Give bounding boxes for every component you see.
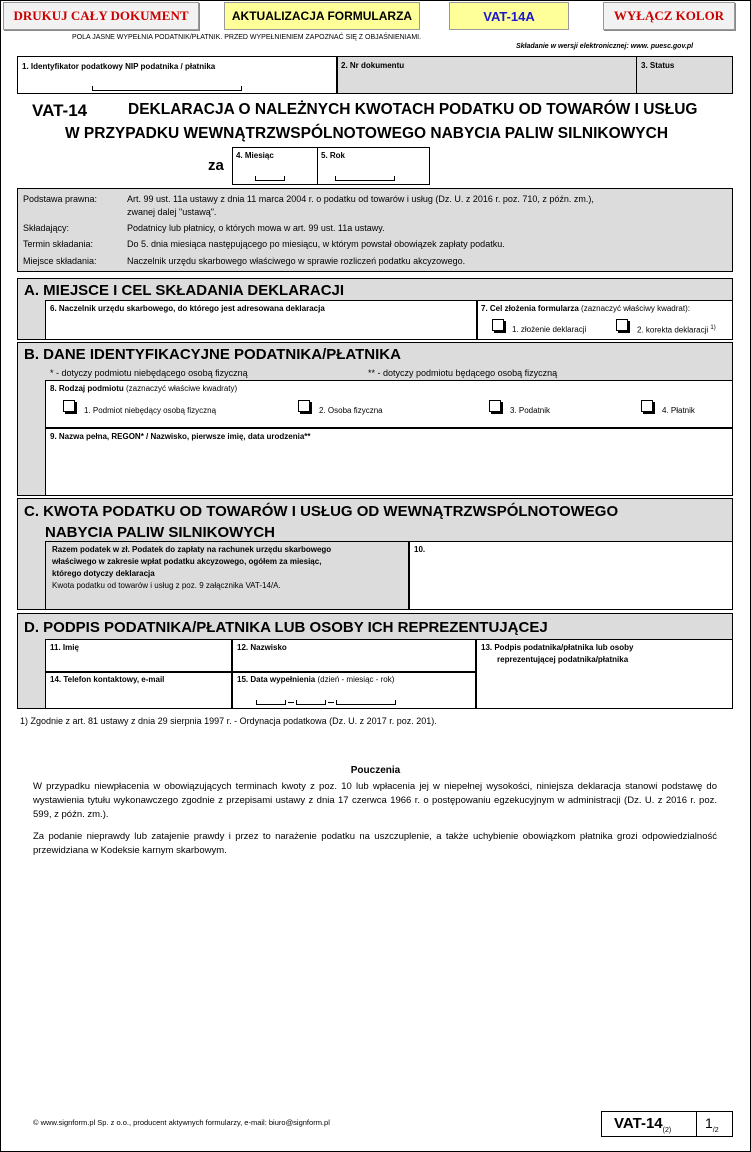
natural-person-checkbox[interactable]	[298, 400, 310, 412]
deadline-text: Do 5. dnia miesiąca następującego po miesiącu, w którym powstał obowiązek zapłaty podatku.	[127, 239, 505, 249]
tax-desc-2: właściwego w zakresie wpłat podatku akcyzowego, ogółem za miesiąc,	[52, 557, 322, 566]
year-ticks	[335, 176, 395, 181]
signature-label-1: 13. Podpis podatnika/płatnika lub osoby	[481, 643, 634, 652]
fill-date-label: 15. Data wypełnienia (dzień - miesiąc - rok)	[237, 675, 395, 684]
tax-desc-4: Kwota podatku od towarów i usług z poz. 9 załącznika VAT-14/A.	[52, 581, 281, 590]
deadline-label: Termin składania:	[23, 239, 94, 249]
basis-text-1: Art. 99 ust. 11a ustawy z dnia 11 marca 2004 r. o podatku od towarów i usług (Dz. U. z 2016 r. poz. 710, z późn. zm.),	[127, 194, 594, 204]
full-name-label: 9. Nazwa pełna, REGON* / Nazwisko, pierwsze imię, data urodzenia**	[50, 432, 311, 441]
non-natural-person-checkbox[interactable]	[63, 400, 75, 412]
form-title-line2: W PRZYPADKU WEWNĄTRZWSPÓLNOTOWEGO NABYCIA PALIW SILNIKOWYCH	[65, 125, 669, 142]
year-label: 5. Rok	[321, 151, 346, 160]
date-separator	[288, 702, 294, 703]
date-year-ticks	[336, 700, 396, 705]
tax-amount-field[interactable]	[409, 541, 733, 610]
submission-checkbox[interactable]	[492, 319, 504, 331]
correction-checkbox[interactable]	[616, 319, 628, 331]
date-month-ticks	[296, 700, 326, 705]
natural-person-label: 2. Osoba fizyczna	[319, 406, 383, 415]
form-code-button[interactable]: VAT-14A	[449, 2, 569, 30]
tax-amount-label: 10.	[414, 545, 426, 554]
place-label: Miejsce składania:	[23, 256, 97, 266]
taxpayer-checkbox[interactable]	[489, 400, 501, 412]
filer-label: Składający:	[23, 223, 70, 233]
last-name-label: 12. Nazwisko	[237, 643, 287, 652]
footer-divider	[696, 1111, 697, 1137]
tax-office-label: 6. Naczelnik urzędu skarbowego, do którego jest adresowana deklaracja	[50, 304, 325, 313]
tax-desc-1: Razem podatek w zł. Podatek do zapłaty na rachunek urzędu skarbowego	[52, 545, 332, 554]
payer-label: 4. Płatnik	[662, 406, 695, 415]
instructions-paragraph-2: Za podanie nieprawdy lub zatajenie prawdy i przez to narażenie podatku na uszczuplenie, a także uchybienie obowiązkom płatnika grozi odpowiedzialność przewidziana w Kodeksie karnym skarbowym.	[33, 831, 717, 856]
print-document-button[interactable]: DRUKUJ CAŁY DOKUMENT	[3, 2, 199, 30]
color-off-button[interactable]: WYŁĄCZ KOLOR	[603, 2, 735, 30]
producer-note: © www.signform.pl Sp. z o.o., producent aktywnych formularzy, e-mail: biuro@signform.pl	[33, 1118, 330, 1127]
form-title-line1: DEKLARACJA O NALEŻNYCH KWOTACH PODATKU OD TOWARÓW I USŁUG	[128, 101, 698, 118]
footer-page-number: $1_{/2}$	[705, 1115, 719, 1134]
basis-text-2: zwanej dalej "ustawą".	[127, 207, 217, 217]
payer-checkbox[interactable]	[641, 400, 653, 412]
section-c-title-1: C. KWOTA PODATKU OD TOWARÓW I USŁUG OD WEWNĄTRZWSPÓLNOTOWEGO	[24, 503, 619, 520]
non-natural-person-label: 1. Podmiot niebędący osobą fizyczną	[84, 406, 217, 415]
month-label: 4. Miesiąc	[236, 151, 274, 160]
month-ticks	[255, 176, 285, 181]
signature-label-2: reprezentującej podatnika/płatnika	[497, 655, 629, 664]
correction-option-label: 2. korekta deklaracji $^{1)}$	[637, 325, 716, 335]
tax-desc-3: którego dotyczy deklaracja	[52, 569, 155, 578]
basis-label: Podstawa prawna:	[23, 194, 98, 204]
legal-person-note: * - dotyczy podmiotu niebędącego osobą fizyczną	[50, 368, 248, 378]
taxpayer-label: 3. Podatnik	[510, 406, 551, 415]
section-c-title-2: NABYCIA PALIW SILNIKOWYCH	[45, 524, 275, 541]
za-label: za	[208, 157, 224, 174]
date-day-ticks	[256, 700, 286, 705]
first-name-label: 11. Imię	[50, 643, 79, 652]
section-d-title: D. PODPIS PODATNIKA/PŁATNIKA LUB OSOBY ICH REPREZENTUJĄCEJ	[24, 619, 548, 636]
section-a-title: A. MIEJSCE I CEL SKŁADANIA DEKLARACJI	[24, 282, 345, 299]
instructions-paragraph-1: W przypadku niewpłacenia w obowiązujących terminach kwoty z poz. 10 lub wpłacenia jej w niepełnej wysokości, niniejsza deklaracja stanowi podstawę do wystawienia tytułu wykonawczego zgodnie z przepisami ustawy z dnia 17 czerwca 1966 r. o postępowaniu egzekucyjnym w administracji (Dz. U. z 2016 r. poz. 599, z późn. zm.).	[33, 781, 717, 820]
electronic-filing-note: Składanie w wersji elektronicznej: www. puesc.gov.pl	[516, 43, 694, 50]
footnote: 1) Zgodnie z art. 81 ustawy z dnia 29 sierpnia 1997 r. - Ordynacja podatkowa (Dz. U. z 2017 r. poz. 201).	[20, 716, 437, 726]
instructions-title: Pouczenia	[350, 765, 401, 776]
contact-label: 14. Telefon kontaktowy, e-mail	[50, 675, 165, 684]
submission-option-label: 1. złożenie deklaracji	[512, 325, 587, 334]
date-separator	[328, 702, 334, 703]
nip-digit-ticks	[92, 86, 242, 91]
document-number-label: 2. Nr dokumentu	[341, 61, 405, 70]
footer-form-code: VAT-$14_{(2)}$	[614, 1115, 672, 1134]
update-form-button[interactable]: AKTUALIZACJA FORMULARZA	[224, 2, 420, 30]
status-label: 3. Status	[641, 61, 675, 70]
natural-person-note: ** - dotyczy podmiotu będącego osobą fizyczną	[368, 368, 558, 378]
nip-label: 1. Identyfikator podatkowy NIP podatnika / płatnika	[22, 62, 216, 71]
place-text: Naczelnik urzędu skarbowego właściwego w sprawie rozliczeń podatku akcyzowego.	[127, 256, 466, 266]
section-b-title: B. DANE IDENTYFIKACYJNE PODATNIKA/PŁATNIKA	[24, 346, 401, 363]
fill-instruction: POLA JASNE WYPEŁNIA PODATNIK/PŁATNIK. PRZED WYPEŁNIENIEM ZAPOZNAĆ SIĘ Z OBJAŚNIENIAMI.	[72, 34, 422, 41]
form-code-title: VAT-14	[32, 101, 88, 120]
filer-text: Podatnicy lub płatnicy, o których mowa w art. 99 ust. 11a ustawy.	[127, 223, 385, 233]
purpose-label: 7. Cel złożenia formularza (zaznaczyć właściwy kwadrat):	[481, 304, 690, 313]
entity-type-label: 8. Rodzaj podmiotu (zaznaczyć właściwe kwadraty)	[50, 384, 238, 393]
